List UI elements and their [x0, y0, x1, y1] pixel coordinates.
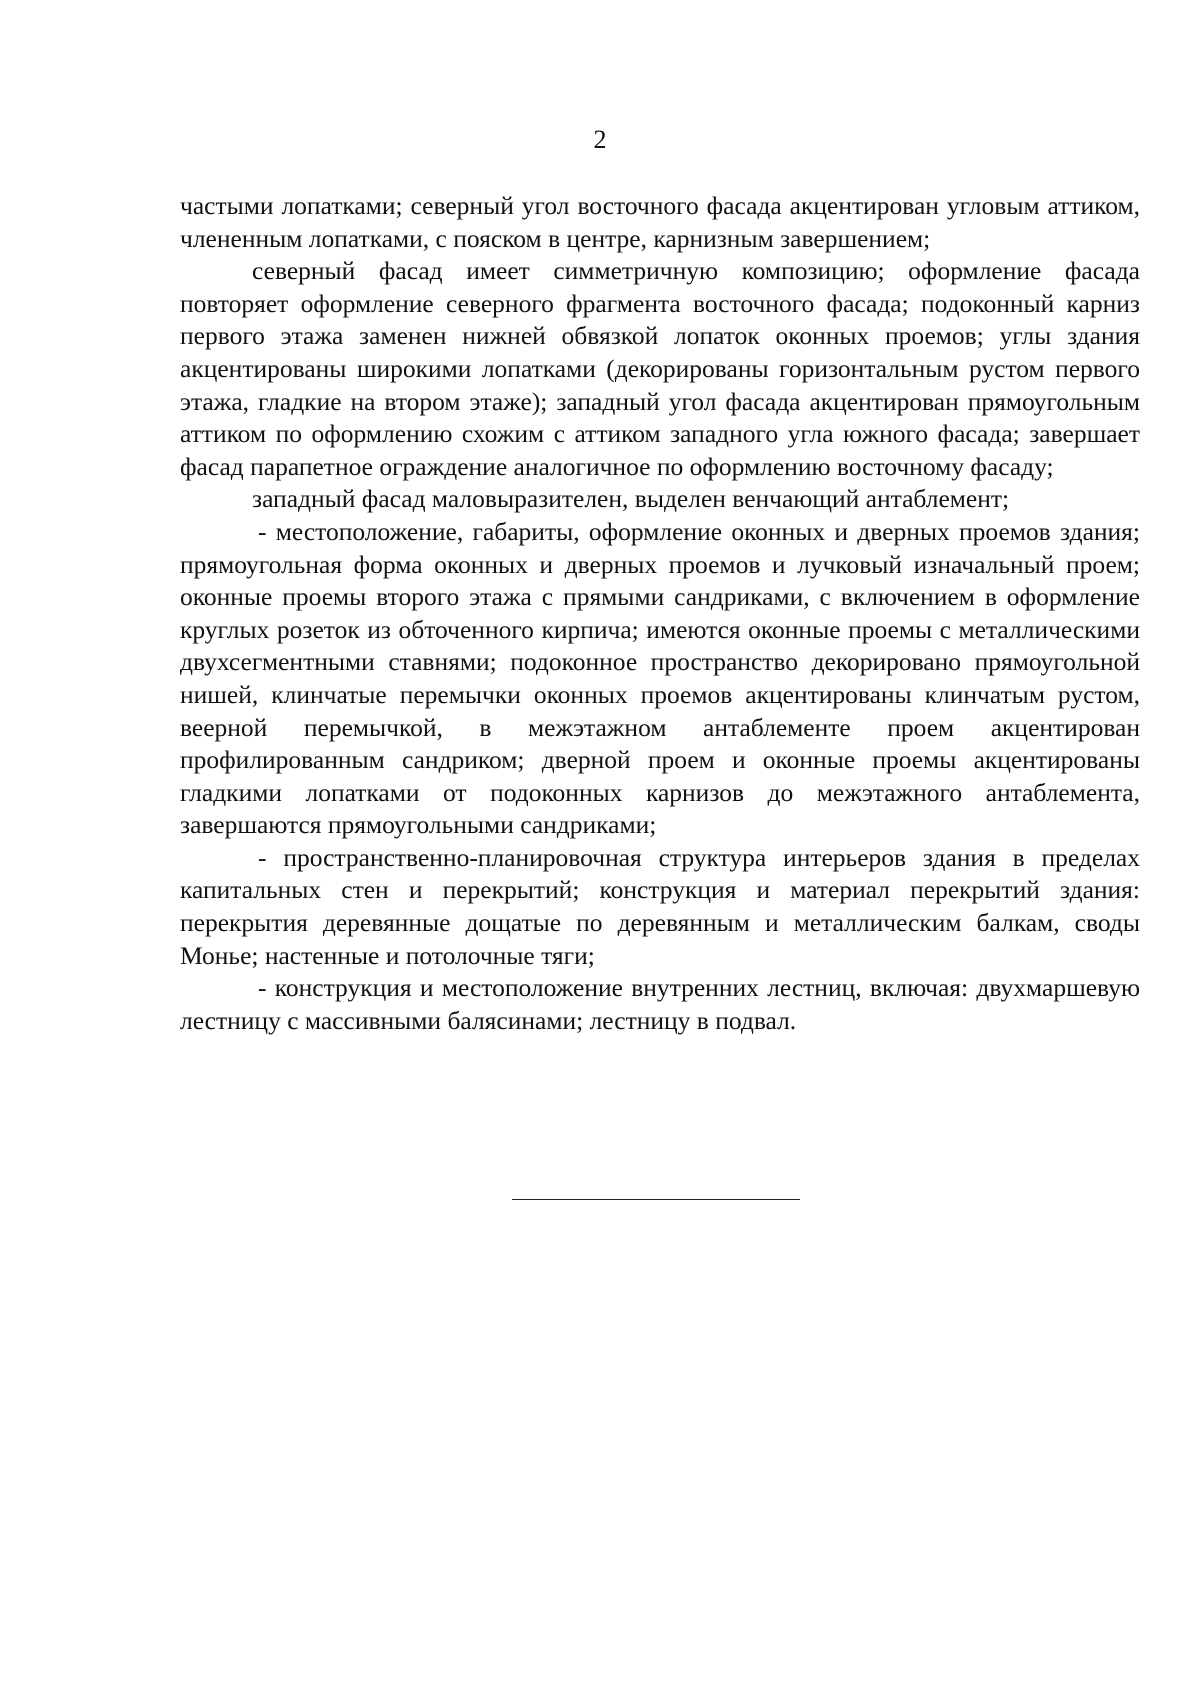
paragraph-interior-structure: - пространственно-планировочная структура интерьеров здания в пределах капитальных стен и перекрытий; конструкция и материал перекрытий здания: перекрытия деревянные дощатые по деревянным и металлическим балкам, своды Монье; настенные и потолочные тяги;: [180, 842, 1140, 970]
closing-rule: [512, 1199, 800, 1200]
page-number: 2: [593, 125, 607, 154]
paragraph-west-facade: западный фасад маловыразителен, выделен венчающий антаблемент;: [252, 484, 1010, 514]
paragraph-north-facade: северный фасад имеет симметричную композицию; оформление фасада повторяет оформление северного фрагмента восточного фасада; подоконный карниз первого этажа заменен нижней обвязкой лопаток оконных проемов; углы здания акцентированы широкими лопатками (декорированы горизонтальным рустом первого этажа, гладкие на втором этаже); западный угол фасада акцентирован прямоугольным аттиком по оформлению схожим с аттиком западного угла южного фасада; завершает фасад парапетное ограждение аналогичное по оформлению восточному фасаду;: [180, 256, 1140, 481]
paragraph-openings: - местоположение, габариты, оформление оконных и дверных проемов здания; прямоугольная форма оконных и дверных проемов и лучковый изначальный проем; оконные проемы второго этажа с прямыми сандриками, с включением в оформление круглых розеток из обточенного кирпича; имеются оконные проемы с металлическими двухсегментными ставнями; подоконное пространство декорировано прямоугольной нишей, клинчатые перемычки оконных проемов акцентированы клинчатым рустом, веерной перемычкой, в межэтажном антаблементе проем акцентирован профилированным сандриком; дверной проем и оконные проемы акцентированы гладкими лопатками от подоконных карнизов до межэтажного антаблемента, завершаются прямоугольными сандриками;: [180, 516, 1140, 840]
body-text: [180, 190, 1140, 1037]
paragraph-east-facade-end: частыми лопатками; северный угол восточного фасада акцентирован угловым аттиком, члененным лопатками, с пояском в центре, карнизным завершением;: [180, 191, 1140, 253]
paragraph-staircases: - конструкция и местоположение внутренних лестниц, включая: двухмаршевую лестницу с массивными балясинами; лестницу в подвал.: [180, 973, 1140, 1035]
